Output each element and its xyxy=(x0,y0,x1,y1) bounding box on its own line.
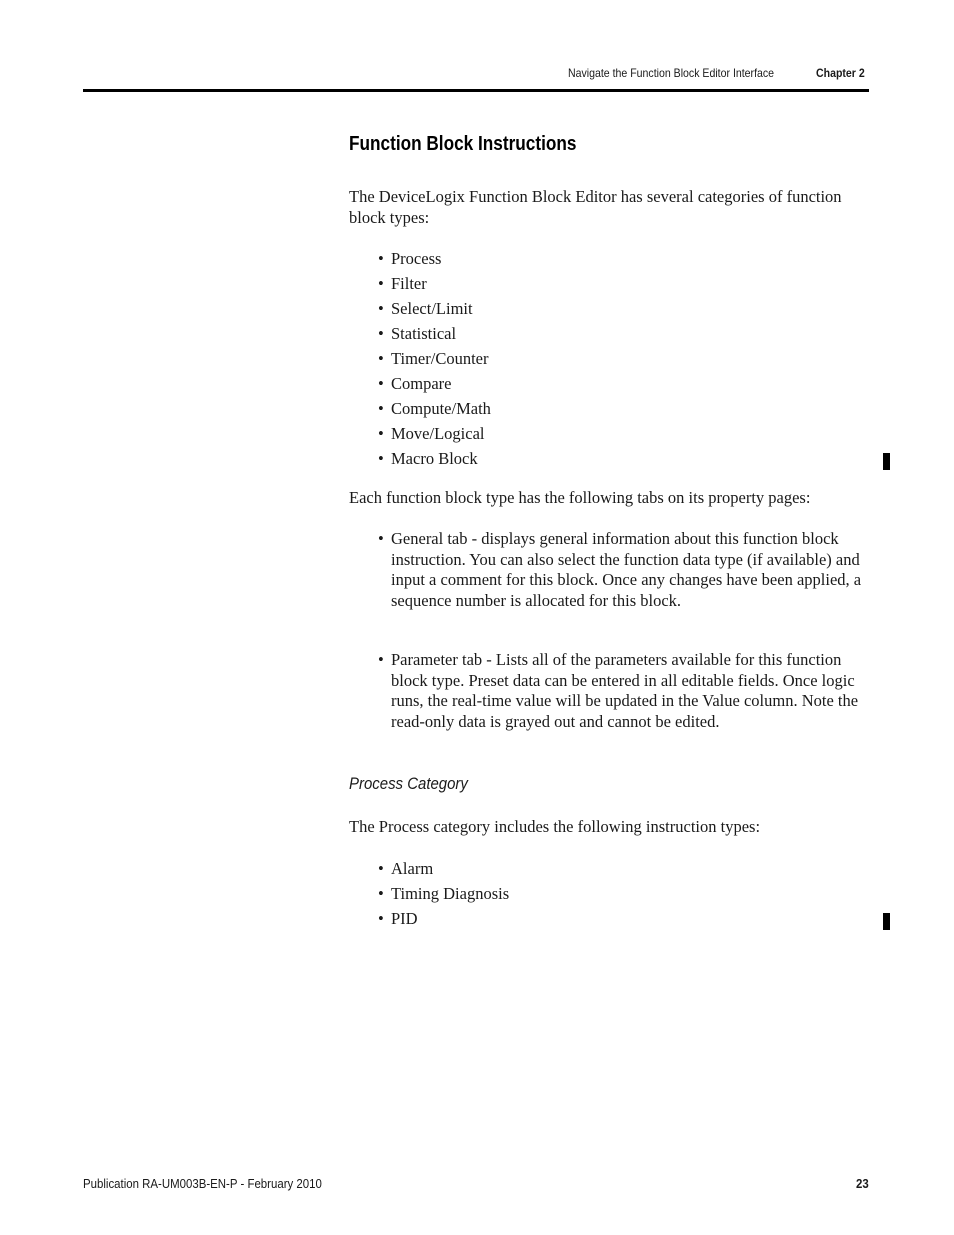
list-item: • Compare xyxy=(378,374,491,399)
category-list xyxy=(378,249,491,474)
list-item: • Macro Block xyxy=(378,449,491,474)
list-item: • Process xyxy=(378,249,491,274)
list-item: • PID xyxy=(378,909,509,934)
list-item: • Compute/Math xyxy=(378,399,491,424)
general-tab-item: • General tab - displays general information about this function block instruction. You can also select the function data type (if available) and input a comment for this block. Once any changes have been applied, a sequence number is allocated for this block. xyxy=(378,529,868,611)
process-category-heading: Process Category xyxy=(349,774,468,793)
publication-footer: Publication RA-UM003B-EN-P - February 2010 xyxy=(83,1176,322,1191)
page-title: Function Block Instructions xyxy=(349,133,577,155)
running-header-section: Navigate the Function Block Editor Interface xyxy=(568,66,775,80)
intro-paragraph: The DeviceLogix Function Block Editor has several categories of function block types: xyxy=(349,187,842,227)
process-type-list xyxy=(378,859,509,934)
running-header-chapter: Chapter 2 xyxy=(816,66,865,80)
list-item: • Statistical xyxy=(378,324,491,349)
header-rule xyxy=(83,89,869,92)
list-item: • Timing Diagnosis xyxy=(378,884,509,909)
list-item: • Move/Logical xyxy=(378,424,491,449)
list-item: • Alarm xyxy=(378,859,509,884)
list-item: • Timer/Counter xyxy=(378,349,491,374)
change-bar xyxy=(883,453,890,470)
change-bar xyxy=(883,913,890,930)
tabs-intro-paragraph: Each function block type has the following tabs on its property pages: xyxy=(349,488,811,507)
parameter-tab-item: • Parameter tab - Lists all of the parameters available for this function block type. Preset data can be entered in all editable fields. Once logic runs, the real-time value will be updated in the Value column. Note the read-only data is grayed out and cannot be edited. xyxy=(378,650,868,732)
process-intro-paragraph: The Process category includes the following instruction types: xyxy=(349,817,761,836)
page-number: 23 xyxy=(856,1176,869,1191)
list-item: • Filter xyxy=(378,274,491,299)
parameter-tab-description: Parameter tab - Lists all of the parameters available for this function block type. Preset data can be entered in all editable fields. Once logic runs, the real-time value will be updated in the Value column. Note the read-only data is grayed out and cannot be edited. xyxy=(391,650,859,731)
list-item: • Select/Limit xyxy=(378,299,491,324)
general-tab-description: General tab - displays general information about this function block instruction. You can also select the function data type (if available) and input a comment for this block. Once any changes have been applied, a sequence number is allocated for this block. xyxy=(391,529,862,610)
